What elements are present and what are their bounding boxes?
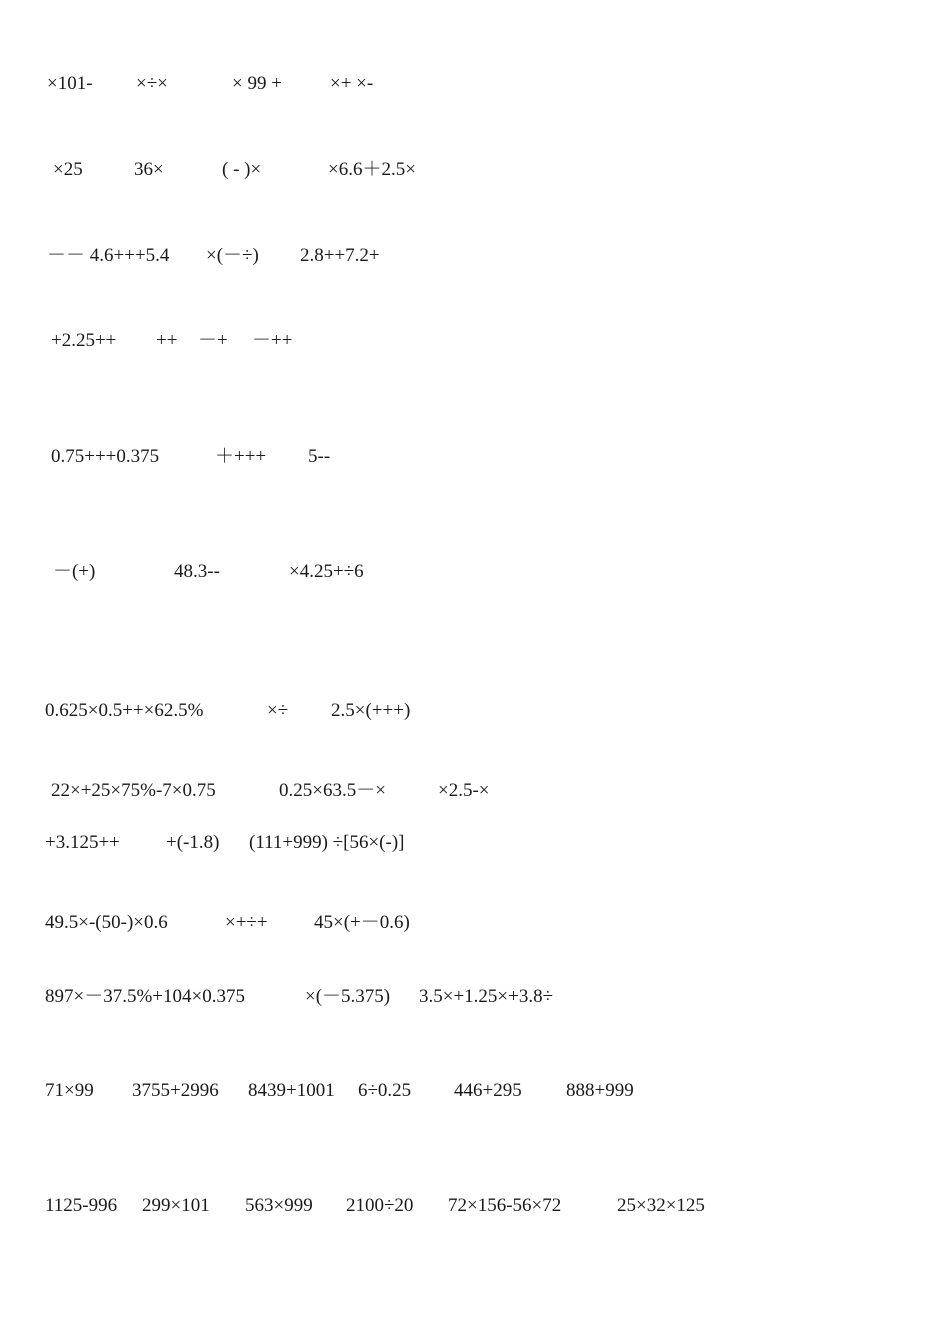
expression: 72×156-56×72 (448, 1195, 562, 1216)
expression: ++ (156, 330, 178, 351)
expression: ×(－÷) (206, 245, 259, 266)
expression: 6÷0.25 (358, 1080, 412, 1101)
expression: 36× (134, 159, 164, 180)
problem-row-3 (0, 241, 900, 271)
problem-row-12 (0, 1076, 900, 1106)
expression: (111+999) ÷[56×(-)] (249, 832, 405, 853)
expression: 446+295 (454, 1080, 522, 1101)
problem-row-9 (0, 828, 900, 858)
expression: 0.25×63.5－× (279, 780, 386, 801)
expression: －－ 4.6+++5.4 (47, 245, 170, 266)
expression: ( - )× (222, 159, 262, 180)
expression: 3755+2996 (132, 1080, 219, 1101)
expression: 71×99 (45, 1080, 94, 1101)
problem-row-4 (0, 326, 900, 356)
expression: 8439+1001 (248, 1080, 335, 1101)
expression: ＋+++ (215, 446, 267, 467)
expression: ×25 (53, 159, 83, 180)
expression: ×÷ (267, 700, 289, 721)
problem-row-11 (0, 982, 900, 1012)
problem-row-5 (0, 442, 900, 472)
expression: ×4.25+÷6 (289, 561, 364, 582)
expression: 5-- (308, 446, 331, 467)
expression: 45×(+－0.6) (314, 912, 410, 933)
expression: 888+999 (566, 1080, 634, 1101)
expression: 2100÷20 (346, 1195, 414, 1216)
expression: 3.5×+1.25×+3.8÷ (419, 986, 554, 1007)
expression: －+ (198, 330, 228, 351)
expression: +3.125++ (45, 832, 120, 853)
expression: × 99 + (232, 73, 282, 94)
problem-row-10 (0, 908, 900, 938)
problem-row-2 (0, 155, 900, 185)
expression: 0.75+++0.375 (51, 446, 160, 467)
expression: 563×999 (245, 1195, 313, 1216)
expression: ×+ ×- (330, 73, 374, 94)
expression: －(+) (53, 561, 96, 582)
expression: ×6.6＋2.5× (328, 159, 416, 180)
expression: ×2.5-× (438, 780, 490, 801)
expression: 897×－37.5%+104×0.375 (45, 986, 245, 1007)
expression: 25×32×125 (617, 1195, 705, 1216)
expression: +(-1.8) (166, 832, 220, 853)
expression: －++ (252, 330, 293, 351)
expression: 48.3-- (174, 561, 220, 582)
expression: 299×101 (142, 1195, 210, 1216)
expression: ×÷× (136, 73, 168, 94)
problem-row-1 (0, 69, 900, 99)
expression: +2.25++ (51, 330, 117, 351)
problem-row-6 (0, 557, 900, 587)
expression: ×+÷+ (225, 912, 268, 933)
problem-row-13 (0, 1191, 900, 1221)
problem-row-7 (0, 696, 900, 726)
expression: 22×+25×75%-7×0.75 (51, 780, 216, 801)
expression: 2.5×(+++) (331, 700, 411, 721)
expression: 2.8++7.2+ (300, 245, 380, 266)
problem-row-8 (0, 776, 900, 806)
expression: 0.625×0.5++×62.5% (45, 700, 204, 721)
expression: 1125-996 (45, 1195, 118, 1216)
expression: ×(－5.375) (305, 986, 391, 1007)
expression: ×101- (47, 73, 93, 94)
expression: 49.5×-(50-)×0.6 (45, 912, 168, 933)
